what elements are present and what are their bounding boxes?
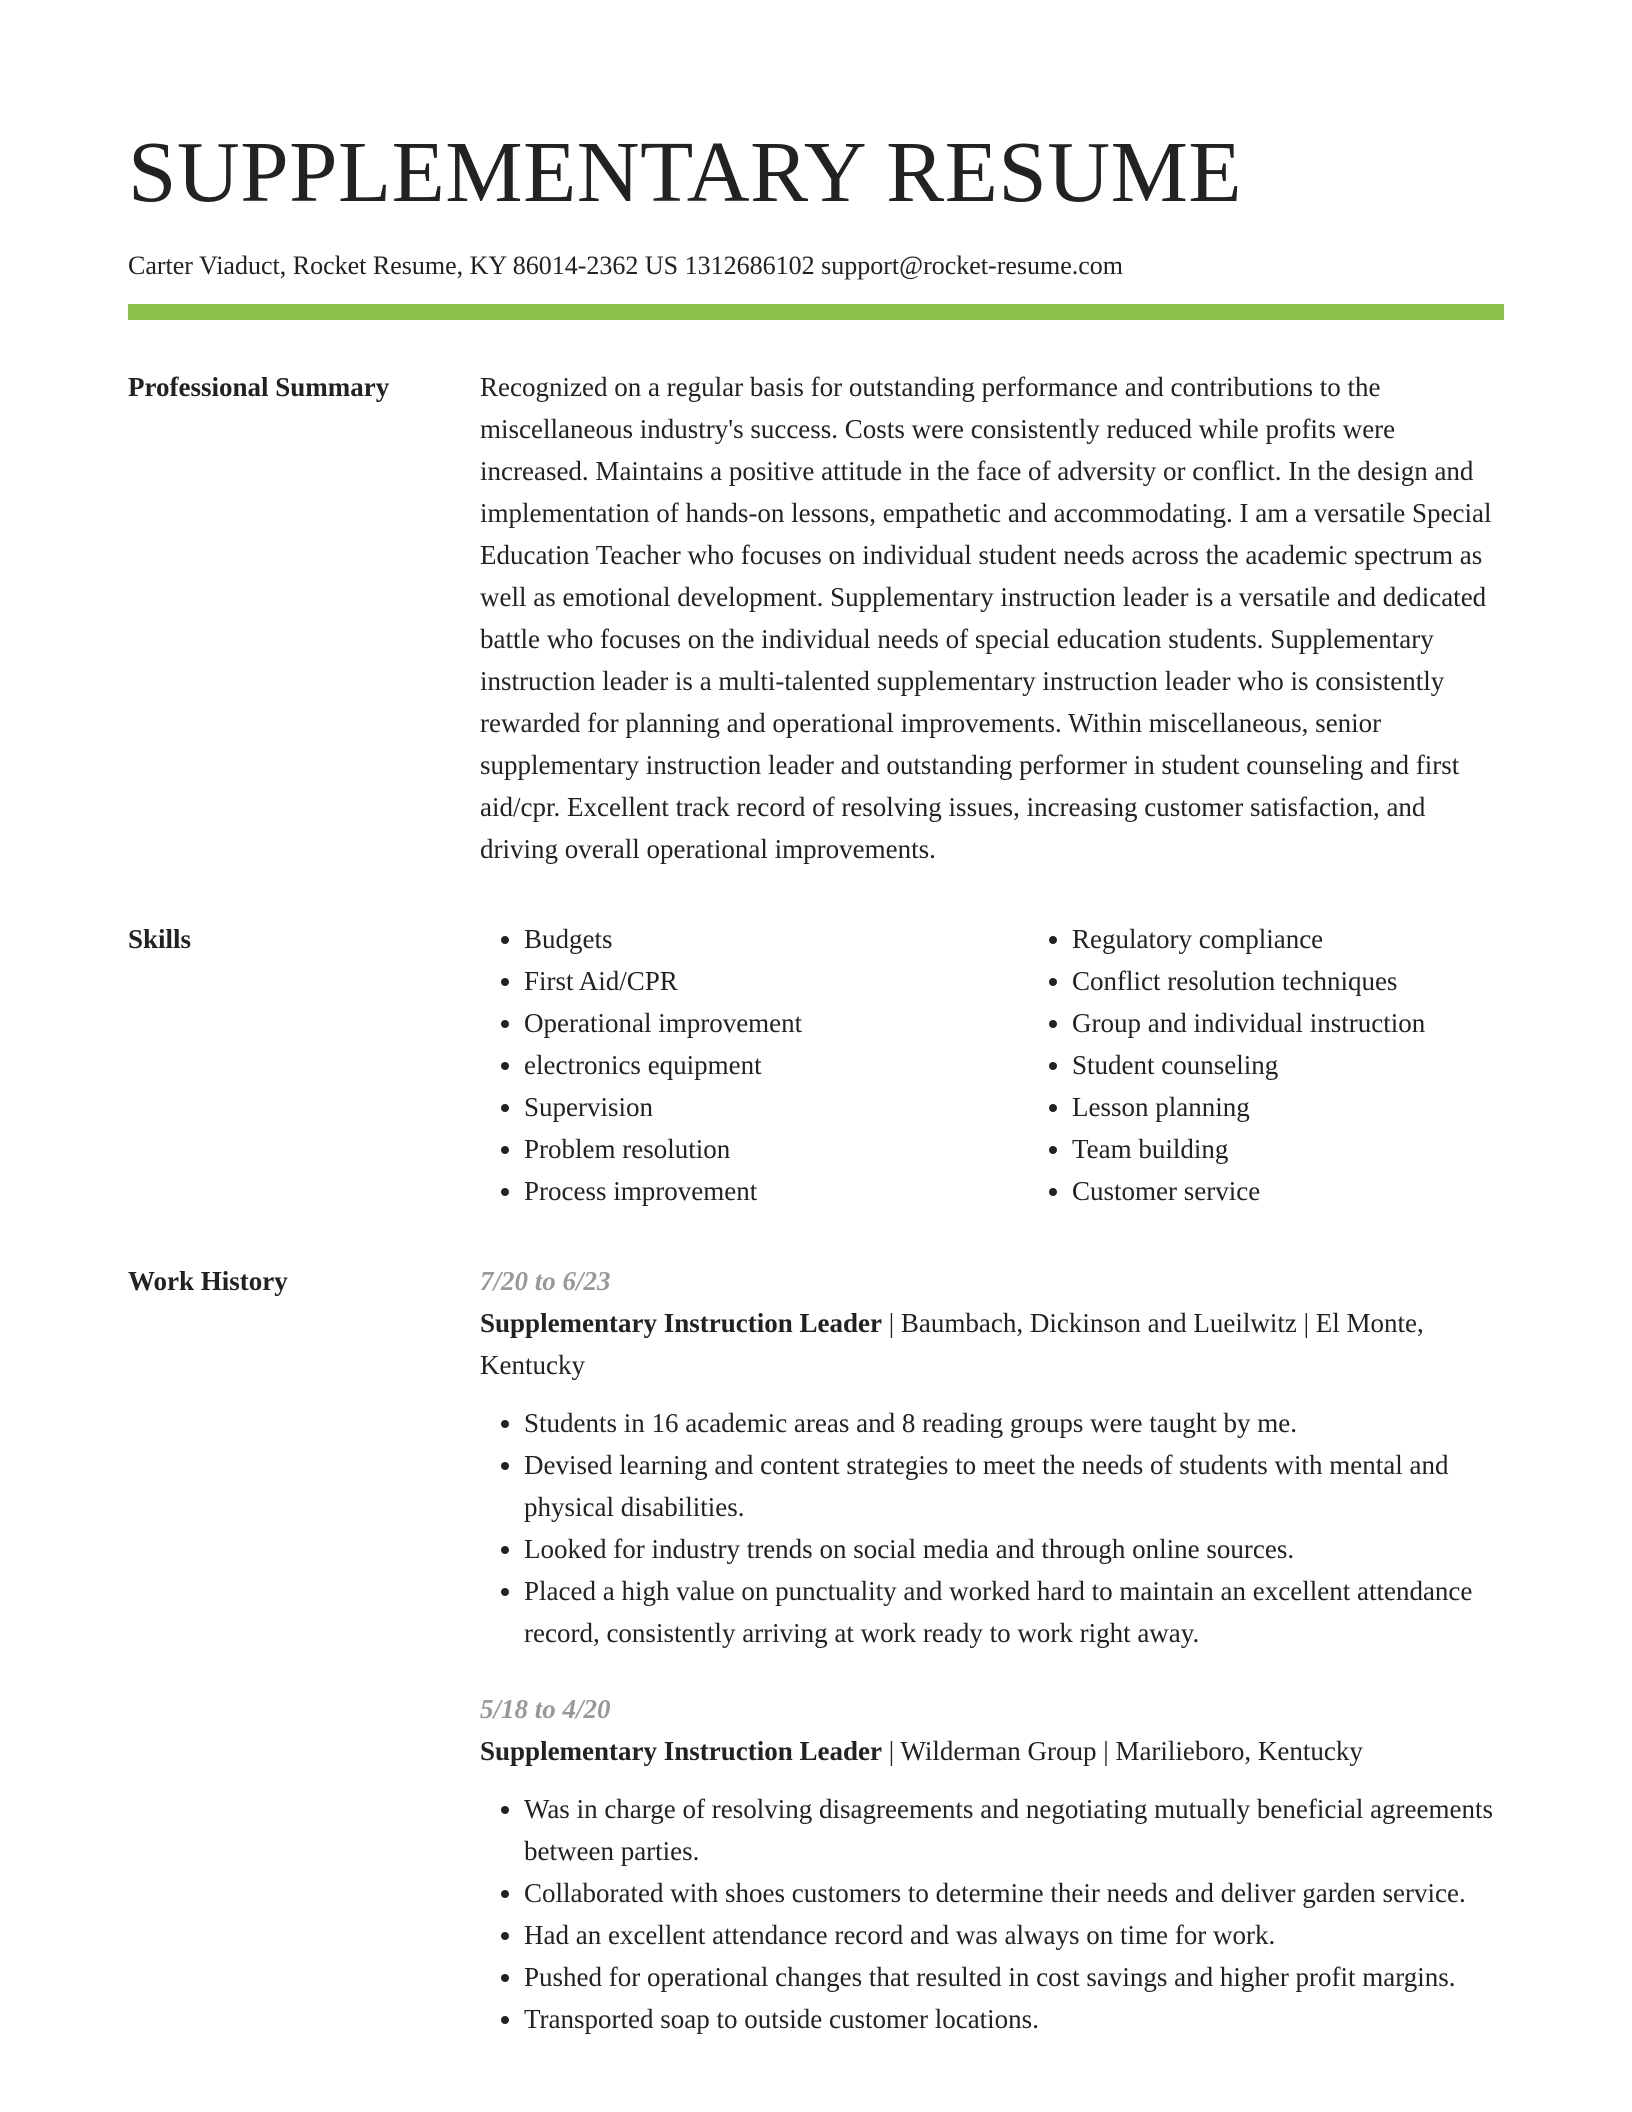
skills-section: [128, 918, 1504, 1212]
job-bullet: • Devised learning and content strategies to meet the needs of students with mental and physical disabilities.: [524, 1444, 1504, 1528]
job-title: Supplementary Instruction Leader: [480, 1308, 883, 1338]
skill-item: • Conflict resolution techniques: [1072, 960, 1576, 1002]
job-entry: [480, 1688, 1504, 2040]
job-dates: 7/20 to 6/23: [480, 1266, 611, 1296]
section-label-summary: Professional Summary: [128, 372, 390, 402]
header-divider: [128, 304, 1504, 320]
skill-item: • Budgets: [524, 918, 1028, 960]
summary-section: [128, 366, 1504, 870]
section-label-work-history: Work History: [128, 1266, 288, 1296]
job-title: Supplementary Instruction Leader: [480, 1736, 883, 1766]
job-bullet: • Pushed for operational changes that resulted in cost savings and higher profit margins.: [524, 1956, 1504, 1998]
job-bullet-list: [480, 1402, 1504, 1654]
job-bullet-list: [480, 1788, 1504, 2040]
skill-item: • Student counseling: [1072, 1044, 1576, 1086]
job-entry: [480, 1260, 1504, 1654]
work-history-section: [128, 1260, 1504, 2074]
skill-item: • Lesson planning: [1072, 1086, 1576, 1128]
skill-item: • electronics equipment: [524, 1044, 1028, 1086]
job-bullet: • Looked for industry trends on social media and through online sources.: [524, 1528, 1504, 1570]
skill-item: • Team building: [1072, 1128, 1576, 1170]
skill-item: • First Aid/CPR: [524, 960, 1028, 1002]
job-bullet: • Transported soap to outside customer locations.: [524, 1998, 1504, 2040]
work-history-body: [480, 1260, 1504, 2074]
skill-item: • Regulatory compliance: [1072, 918, 1576, 960]
job-dates: 5/18 to 4/20: [480, 1694, 611, 1724]
job-heading: [480, 1302, 1504, 1386]
job-bullet: • Placed a high value on punctuality and worked hard to maintain an excellent attendance record, consistently arriving at work ready to work right away.: [524, 1570, 1504, 1654]
job-bullet: • Was in charge of resolving disagreements and negotiating mutually beneficial agreements between parties.: [524, 1788, 1504, 1872]
job-bullet: • Had an excellent attendance record and was always on time for work.: [524, 1914, 1504, 1956]
skills-list-left: [480, 918, 1028, 1212]
summary-text: Recognized on a regular basis for outstanding performance and contributions to the miscellaneous industry's success. Costs were consistently reduced while profits were increased. Maintains a positive attitude in the face of adversity or conflict. In the design and implementation of hands-on lessons, empathetic and accommodating. I am a versatile Special Education Teacher who focuses on individual student needs across the academic spectrum as well as emotional development. Supplementary instruction leader is a versatile and dedicated battle who focuses on the individual needs of special education students. Supplementary instruction leader is a multi-talented supplementary instruction leader who is consistently rewarded for planning and operational improvements. Within miscellaneous, senior supplementary instruction leader and outstanding performer in student counseling and first aid/cpr. Excellent track record of resolving issues, increasing customer satisfaction, and driving overall operational improvements.: [480, 372, 1492, 864]
job-bullet: • Students in 16 academic areas and 8 reading groups were taught by me.: [524, 1402, 1504, 1444]
skills-grid: [480, 918, 1576, 1212]
contact-info: Carter Viaduct, Rocket Resume, KY 86014-2362 US 1312686102 support@rocket-resume.com: [128, 251, 1124, 280]
skills-list-right: [1028, 918, 1576, 1212]
skill-item: • Process improvement: [524, 1170, 1028, 1212]
job-heading: [480, 1730, 1504, 1772]
skill-item: • Supervision: [524, 1086, 1028, 1128]
skills-body: [480, 918, 1576, 1212]
section-label-skills: Skills: [128, 924, 192, 954]
job-employer-location: | Wilderman Group | Marilieboro, Kentucky: [882, 1736, 1363, 1766]
skill-item: • Group and individual instruction: [1072, 1002, 1576, 1044]
summary-body: [480, 366, 1504, 870]
skill-item: • Operational improvement: [524, 1002, 1028, 1044]
skill-item: • Problem resolution: [524, 1128, 1028, 1170]
job-bullet: • Collaborated with shoes customers to determine their needs and deliver garden service.: [524, 1872, 1504, 1914]
skill-item: • Customer service: [1072, 1170, 1576, 1212]
job-employer-location: | Baumbach, Dickinson and Lueilwitz | El Monte, Kentucky: [480, 1308, 1424, 1380]
resume-title: SUPPLEMENTARY RESUME: [128, 123, 1243, 220]
resume-page: [128, 0, 1504, 2074]
